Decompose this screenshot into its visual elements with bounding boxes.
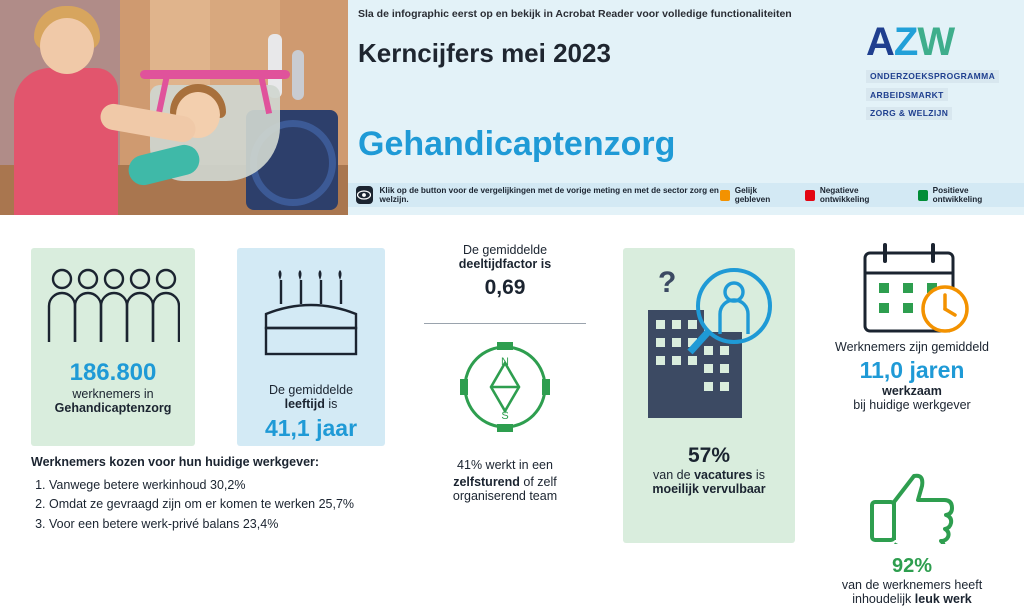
list-item: 3. Voor een betere werk-privé balans 23,4% bbox=[49, 515, 451, 534]
card-satisfaction bbox=[812, 470, 1012, 606]
legend-label-positive: Positieve ontwikkeling bbox=[932, 186, 983, 204]
logo-line-3: ZORG & WELZIJN bbox=[866, 107, 952, 120]
reasons-list bbox=[31, 476, 451, 534]
satisfaction-line2 bbox=[812, 592, 1012, 606]
legend-dot-negative bbox=[805, 190, 815, 201]
satisfaction-pre: inhoudelijk bbox=[852, 592, 915, 606]
parttime-line1: De gemiddelde bbox=[462, 243, 548, 257]
selfdirecting-percent-line bbox=[420, 452, 590, 475]
vacancies-line1 bbox=[623, 468, 795, 482]
vacancies-pre: van de bbox=[653, 468, 695, 482]
header bbox=[0, 0, 1024, 215]
legend-items bbox=[720, 186, 1024, 204]
logo-letter-a: A bbox=[866, 20, 894, 64]
reasons-block bbox=[31, 455, 451, 534]
reasons-heading: Werknemers kozen voor hun huidige werkgever: bbox=[31, 455, 320, 469]
satisfaction-line1: van de werknemers heeft bbox=[841, 578, 983, 592]
people-icon bbox=[31, 266, 195, 349]
card-age bbox=[237, 248, 385, 446]
age-value: 41,1 jaar bbox=[264, 415, 358, 441]
header-photo bbox=[0, 0, 348, 215]
header-kerncijfers: Kerncijfers mei 2023 bbox=[358, 38, 611, 68]
legend-item bbox=[918, 186, 1012, 204]
tenure-line2: werkzaam bbox=[882, 384, 942, 398]
legend-bar bbox=[348, 183, 1024, 207]
vacancies-post: is bbox=[752, 468, 765, 482]
eye-icon[interactable] bbox=[356, 186, 373, 204]
card-parttime-factor bbox=[420, 243, 590, 300]
selfdirecting-line2 bbox=[420, 475, 590, 489]
logo-line-2: ARBEIDSMARKT bbox=[866, 88, 948, 101]
vacancy-search-icon bbox=[623, 258, 795, 438]
legend-item bbox=[720, 186, 789, 204]
vacancies-percent: 57% bbox=[687, 444, 731, 467]
workers-line1: werknemers in bbox=[72, 387, 154, 401]
age-line2 bbox=[237, 397, 385, 411]
selfdirecting-after: werkt in een bbox=[482, 458, 553, 472]
thumbs-up-icon bbox=[812, 470, 1012, 549]
legend-label-negative: Negatieve ontwikkeling bbox=[819, 186, 870, 204]
age-is: is bbox=[324, 397, 338, 411]
tenure-value: 11,0 jaren bbox=[859, 357, 965, 383]
vacancies-line2: moeilijk vervulbaar bbox=[652, 482, 766, 496]
selfdirecting-rest: of zelf bbox=[519, 475, 557, 489]
azw-logo-subtitle bbox=[866, 66, 996, 122]
age-label: leeftijd bbox=[284, 397, 325, 411]
tenure-line3: bij huidige werkgever bbox=[853, 398, 971, 412]
satisfaction-bold: leuk werk bbox=[914, 592, 972, 606]
card-workers bbox=[31, 248, 195, 446]
workers-number: 186.800 bbox=[69, 359, 157, 386]
svg-text:S: S bbox=[501, 410, 509, 422]
vacancies-bold: vacatures bbox=[694, 468, 753, 482]
legend-item bbox=[805, 186, 902, 204]
azw-wordmark bbox=[866, 22, 996, 62]
parttime-line2: deeltijdfactor is bbox=[458, 257, 552, 271]
list-item: 1. Vanwege betere werkinhoud 30,2% bbox=[49, 476, 451, 495]
legend-dot-neutral bbox=[720, 190, 730, 201]
selfdirecting-bold: zelfsturend bbox=[453, 475, 520, 489]
workers-line2: Gehandicaptenzorg bbox=[54, 401, 172, 415]
satisfaction-percent: 92% bbox=[891, 555, 933, 577]
list-item: 2. Omdat ze gevraagd zijn om er komen te werken 25,7% bbox=[49, 495, 451, 514]
birthday-cake-icon bbox=[237, 270, 385, 363]
legend-label-neutral: Gelijk gebleven bbox=[734, 186, 771, 204]
azw-logo bbox=[866, 20, 996, 118]
svg-text:N: N bbox=[501, 356, 509, 368]
logo-line-1: ONDERZOEKSPROGRAMMA bbox=[866, 70, 999, 83]
logo-letter-w: W bbox=[917, 20, 955, 64]
age-line1: De gemiddelde bbox=[268, 383, 354, 397]
logo-letter-z: Z bbox=[893, 20, 918, 64]
selfdirecting-percent: 41% bbox=[457, 458, 483, 472]
parttime-value: 0,69 bbox=[484, 276, 526, 299]
body bbox=[0, 215, 1024, 614]
card-selfdirecting bbox=[420, 335, 590, 503]
page-title: Gehandicaptenzorg bbox=[358, 125, 676, 163]
divider bbox=[424, 323, 586, 324]
legend-instruction: Klik op de button voor de vergelijkingen met de vorige meting en met de sector zorg en welzijn. bbox=[379, 186, 719, 204]
compass-icon bbox=[420, 335, 590, 444]
header-note: Sla de infographic eerst op en bekijk in Acrobat Reader voor volledige functionaliteiten bbox=[358, 8, 792, 20]
tenure-line1: Werknemers zijn gemiddeld bbox=[835, 340, 989, 354]
calendar-clock-icon bbox=[861, 243, 973, 340]
svg-text:?: ? bbox=[658, 266, 677, 299]
selfdirecting-line3: organiserend team bbox=[452, 489, 558, 503]
card-vacancies bbox=[623, 248, 795, 543]
legend-dot-positive bbox=[918, 190, 928, 201]
card-tenure bbox=[812, 340, 1012, 412]
